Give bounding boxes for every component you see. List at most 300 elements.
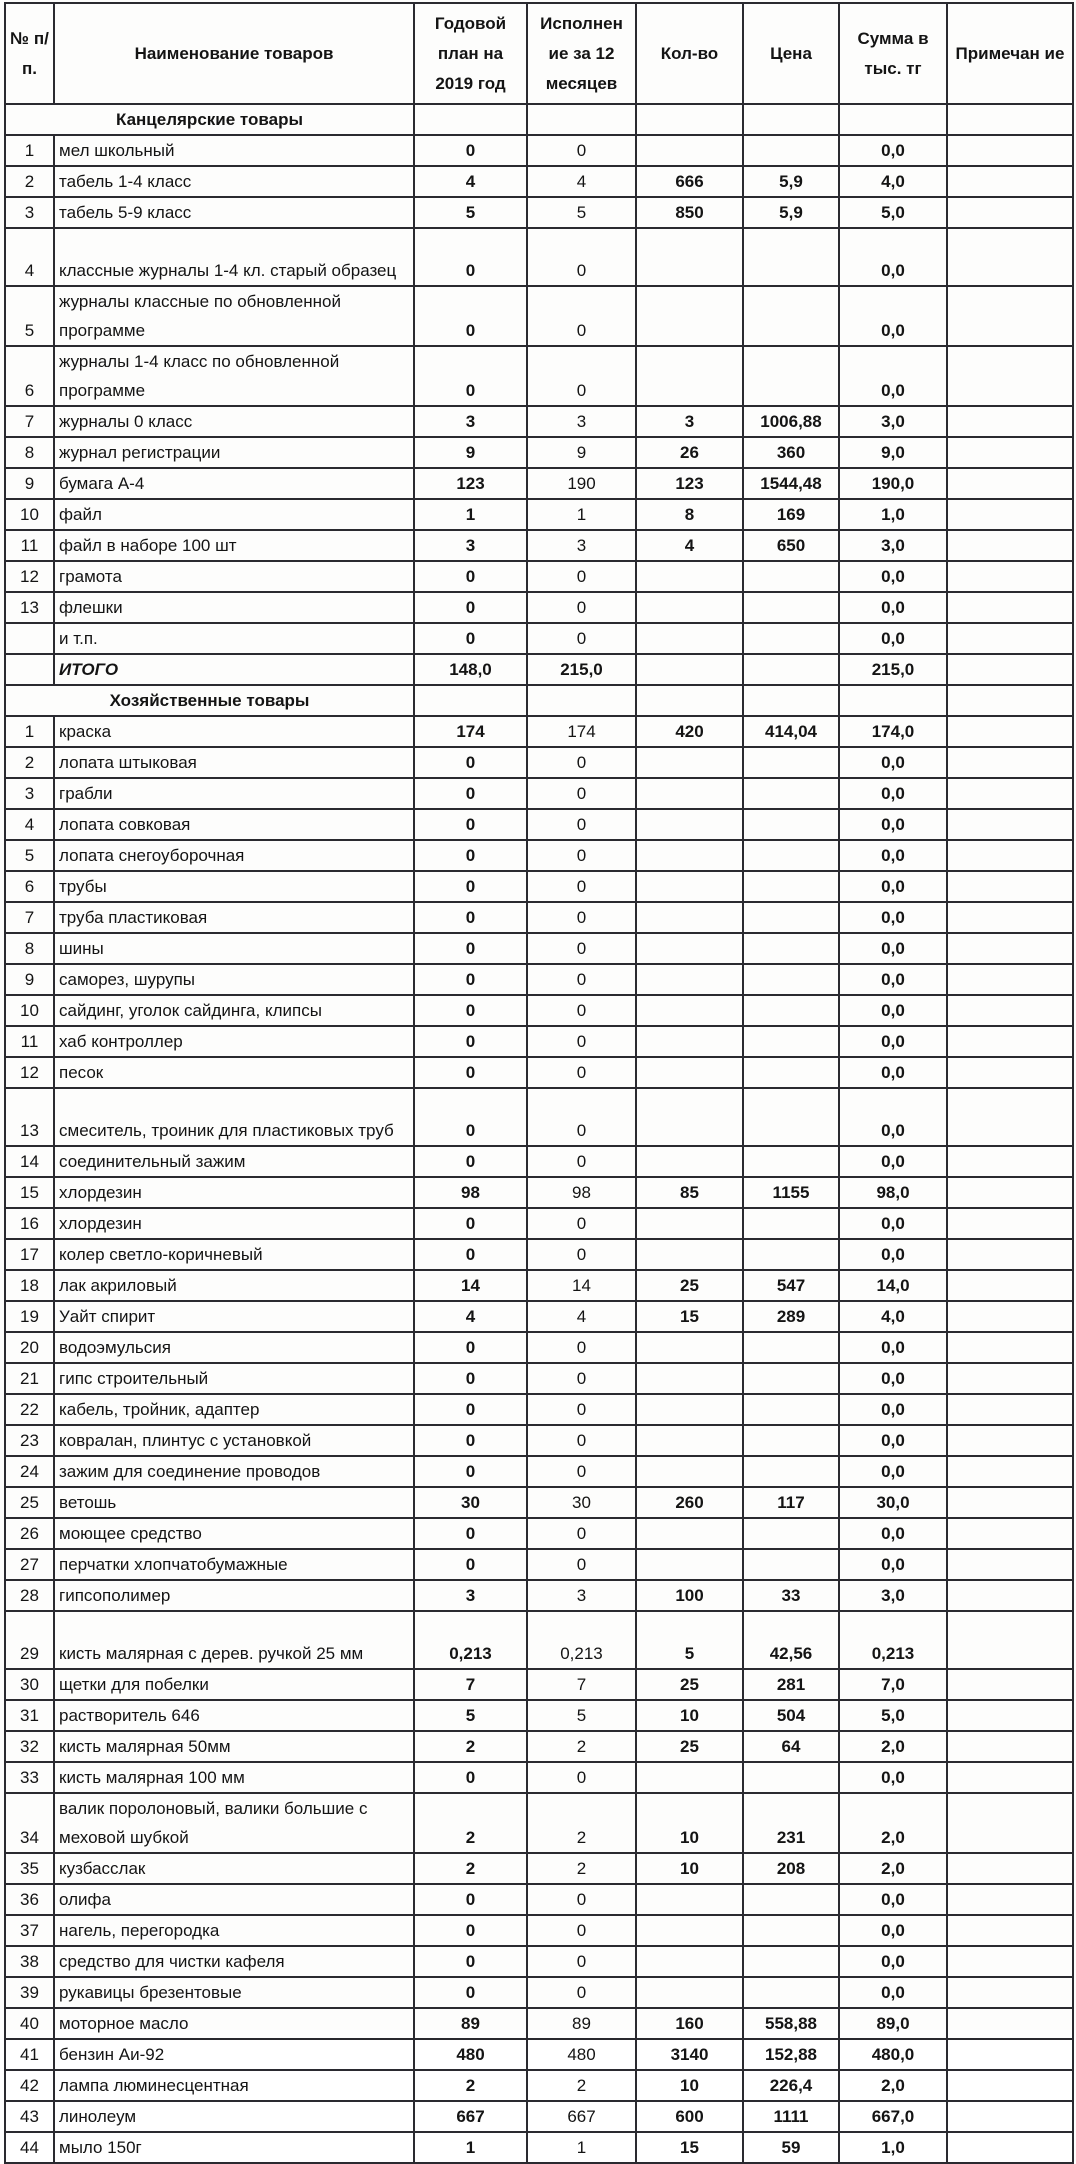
table-row [5,1611,1073,1669]
cell-plan: 0 [414,1239,527,1270]
table-row [5,1057,1073,1088]
cell-note [947,623,1073,654]
cell-sum: 0,0 [839,1977,947,2008]
header-note: Примечан ие [947,3,1073,104]
row-number: 23 [5,1425,54,1456]
cell-done: 0 [527,286,636,346]
cell-qty [636,623,743,654]
item-name: моторное масло [54,2008,414,2039]
cell-price: 208 [743,1853,839,1884]
cell-sum: 0,0 [839,995,947,1026]
cell-sum: 0,0 [839,1394,947,1425]
cell-done: 2 [527,1853,636,1884]
item-name: журналы классные по обновленной программе [54,286,414,346]
cell-done: 0 [527,809,636,840]
cell-note [947,964,1073,995]
cell-qty: 25 [636,1270,743,1301]
cell-price: 64 [743,1731,839,1762]
cell-done: 0 [527,871,636,902]
item-name: перчатки хлопчатобумажные [54,1549,414,1580]
table-row [5,902,1073,933]
cell-done: 0 [527,1884,636,1915]
table-row [5,2039,1073,2070]
cell-plan: 0 [414,1088,527,1146]
item-name: мыло 150г [54,2132,414,2163]
cell-done: 9 [527,437,636,468]
table-row [5,228,1073,286]
cell-plan: 5 [414,197,527,228]
section-header-row [5,104,1073,135]
cell-price: 558,88 [743,2008,839,2039]
cell-qty [636,346,743,406]
cell-note [947,1669,1073,1700]
item-name: грабли [54,778,414,809]
item-name: ветошь [54,1487,414,1518]
cell-price: 1544,48 [743,468,839,499]
item-name: и т.п. [54,623,414,654]
table-row [5,135,1073,166]
item-name: журнал регистрации [54,437,414,468]
cell-qty [636,1946,743,1977]
table-row [5,716,1073,747]
empty-cell [743,104,839,135]
cell-note [947,1580,1073,1611]
cell-price [743,1363,839,1394]
item-name: Уайт спирит [54,1301,414,1332]
cell-plan: 2 [414,1731,527,1762]
cell-done: 0 [527,933,636,964]
cell-sum: 0,0 [839,346,947,406]
cell-plan: 3 [414,530,527,561]
cell-qty [636,228,743,286]
cell-price: 42,56 [743,1611,839,1669]
row-number: 17 [5,1239,54,1270]
item-name: бензин Аи-92 [54,2039,414,2070]
cell-plan: 0 [414,747,527,778]
item-name: лопата совковая [54,809,414,840]
cell-done: 0 [527,1549,636,1580]
cell-done: 3 [527,406,636,437]
empty-cell [414,104,527,135]
cell-done: 0 [527,1762,636,1793]
table-row [5,1208,1073,1239]
row-number: 24 [5,1456,54,1487]
cell-price [743,995,839,1026]
item-name: сайдинг, уголок сайдинга, клипсы [54,995,414,1026]
total-sum: 215,0 [839,654,947,685]
cell-note [947,166,1073,197]
item-name: грамота [54,561,414,592]
item-name: лопата штыковая [54,747,414,778]
item-name: песок [54,1057,414,1088]
cell-sum: 98,0 [839,1177,947,1208]
table-row [5,2008,1073,2039]
row-number: 36 [5,1884,54,1915]
item-name: кабель, тройник, адаптер [54,1394,414,1425]
cell-note [947,468,1073,499]
cell-note [947,1611,1073,1669]
cell-plan: 0 [414,1456,527,1487]
item-name: кисть малярная 100 мм [54,1762,414,1793]
cell-qty: 100 [636,1580,743,1611]
cell-sum: 0,0 [839,871,947,902]
cell-price [743,135,839,166]
cell-sum: 667,0 [839,2101,947,2132]
cell-qty: 25 [636,1731,743,1762]
row-number: 29 [5,1611,54,1669]
cell-done: 0 [527,1088,636,1146]
cell-plan: 0 [414,1208,527,1239]
cell-qty: 666 [636,166,743,197]
cell-price [743,809,839,840]
table-header-row [5,3,1073,104]
cell-plan: 0 [414,592,527,623]
cell-done: 0 [527,1239,636,1270]
cell-qty [636,592,743,623]
cell-sum: 2,0 [839,1853,947,1884]
cell-done: 1 [527,2132,636,2163]
cell-note [947,1239,1073,1270]
cell-sum: 3,0 [839,530,947,561]
cell-done: 0 [527,1208,636,1239]
cell-done: 0 [527,623,636,654]
cell-note [947,1915,1073,1946]
cell-sum: 14,0 [839,1270,947,1301]
table-row [5,809,1073,840]
row-number: 6 [5,346,54,406]
table-row [5,1239,1073,1270]
cell-qty: 600 [636,2101,743,2132]
cell-price [743,1239,839,1270]
cell-qty [636,286,743,346]
item-name: лак акриловый [54,1270,414,1301]
item-name: кузбасслак [54,1853,414,1884]
cell-price: 360 [743,437,839,468]
cell-done: 0 [527,1425,636,1456]
cell-note [947,1270,1073,1301]
cell-price [743,1456,839,1487]
cell-sum: 0,0 [839,1363,947,1394]
cell-price [743,1946,839,1977]
item-name: гипс строительный [54,1363,414,1394]
cell-note [947,1518,1073,1549]
cell-plan: 0,213 [414,1611,527,1669]
cell-done: 4 [527,1301,636,1332]
cell-price: 414,04 [743,716,839,747]
cell-note [947,1301,1073,1332]
total-label: ИТОГО [54,654,414,685]
cell-price: 231 [743,1793,839,1853]
cell-qty [636,1915,743,1946]
row-number: 41 [5,2039,54,2070]
item-name: валик поролоновый, валики большие с меховой шубкой [54,1793,414,1853]
table-row [5,1425,1073,1456]
table-row [5,530,1073,561]
table-row [5,406,1073,437]
table-row [5,1332,1073,1363]
cell-qty [636,747,743,778]
cell-plan: 0 [414,964,527,995]
cell-sum: 174,0 [839,716,947,747]
cell-price: 281 [743,1669,839,1700]
cell-sum: 0,0 [839,840,947,871]
row-number: 12 [5,561,54,592]
row-number: 37 [5,1915,54,1946]
item-name: водоэмульсия [54,1332,414,1363]
cell-qty [636,933,743,964]
cell-sum: 0,0 [839,1026,947,1057]
cell-done: 0 [527,995,636,1026]
row-number: 31 [5,1700,54,1731]
cell-done: 7 [527,1669,636,1700]
cell-qty [636,1088,743,1146]
cell-note [947,1088,1073,1146]
row-number: 26 [5,1518,54,1549]
cell-plan: 0 [414,1549,527,1580]
cell-price [743,1394,839,1425]
cell-qty [636,1518,743,1549]
table-row [5,166,1073,197]
row-number: 1 [5,716,54,747]
row-number: 3 [5,778,54,809]
cell-plan: 0 [414,1363,527,1394]
row-number: 44 [5,2132,54,2163]
table-row [5,871,1073,902]
section-title: Канцелярские товары [5,104,414,135]
cell-sum: 0,0 [839,1208,947,1239]
item-name: кисть малярная 50мм [54,1731,414,1762]
cell-note [947,871,1073,902]
table-row [5,1731,1073,1762]
cell-plan: 89 [414,2008,527,2039]
cell-note [947,995,1073,1026]
item-name: флешки [54,592,414,623]
item-name: смеситель, троиник для пластиковых труб [54,1088,414,1146]
cell-sum: 2,0 [839,2070,947,2101]
cell-note [947,1394,1073,1425]
row-number: 9 [5,468,54,499]
table-row [5,197,1073,228]
item-name: рукавицы брезентовые [54,1977,414,2008]
cell-plan: 1 [414,2132,527,2163]
item-name: журналы 0 класс [54,406,414,437]
item-name: бумага А-4 [54,468,414,499]
cell-qty [636,1425,743,1456]
cell-qty: 10 [636,1700,743,1731]
table-row [5,1177,1073,1208]
cell-note [947,809,1073,840]
table-row [5,778,1073,809]
cell-done: 0 [527,1026,636,1057]
item-name: саморез, шурупы [54,964,414,995]
cell-note [947,1177,1073,1208]
row-number: 3 [5,197,54,228]
cell-plan: 0 [414,1884,527,1915]
cell-note [947,437,1073,468]
cell-price: 59 [743,2132,839,2163]
cell-done: 0 [527,561,636,592]
row-number: 11 [5,530,54,561]
cell-note [947,1700,1073,1731]
cell-price: 1111 [743,2101,839,2132]
row-number: 27 [5,1549,54,1580]
cell-price [743,840,839,871]
row-number: 35 [5,1853,54,1884]
cell-price [743,228,839,286]
table-row [5,499,1073,530]
total-note [947,654,1073,685]
cell-qty [636,1363,743,1394]
cell-price [743,964,839,995]
cell-qty [636,1057,743,1088]
cell-done: 0,213 [527,1611,636,1669]
cell-price [743,1332,839,1363]
table-row [5,1456,1073,1487]
cell-sum: 0,0 [839,809,947,840]
table-row [5,747,1073,778]
empty-cell [947,685,1073,716]
cell-price: 504 [743,1700,839,1731]
cell-plan: 0 [414,561,527,592]
table-row [5,840,1073,871]
cell-plan: 2 [414,2070,527,2101]
item-name: соединительный зажим [54,1146,414,1177]
row-number: 14 [5,1146,54,1177]
cell-sum: 4,0 [839,1301,947,1332]
cell-done: 0 [527,1146,636,1177]
table-row [5,1915,1073,1946]
cell-sum: 7,0 [839,1669,947,1700]
cell-done: 0 [527,228,636,286]
item-name: классные журналы 1-4 кл. старый образец [54,228,414,286]
cell-qty [636,840,743,871]
row-number: 2 [5,166,54,197]
cell-price: 1155 [743,1177,839,1208]
cell-qty [636,1456,743,1487]
cell-done: 2 [527,2070,636,2101]
cell-price [743,346,839,406]
table-row [5,1580,1073,1611]
cell-price: 5,9 [743,166,839,197]
row-number: 16 [5,1208,54,1239]
cell-sum: 0,213 [839,1611,947,1669]
table-row [5,437,1073,468]
cell-sum: 0,0 [839,561,947,592]
table-row [5,592,1073,623]
row-number [5,623,54,654]
row-number: 1 [5,135,54,166]
cell-sum: 190,0 [839,468,947,499]
table-row [5,1884,1073,1915]
item-name: лампа люминесцентная [54,2070,414,2101]
row-number: 34 [5,1793,54,1853]
item-name: хлордезин [54,1208,414,1239]
cell-price [743,1762,839,1793]
empty-cell [839,685,947,716]
row-number: 40 [5,2008,54,2039]
cell-sum: 5,0 [839,197,947,228]
cell-done: 98 [527,1177,636,1208]
cell-price: 117 [743,1487,839,1518]
item-name: журналы 1-4 класс по обновленной программе [54,346,414,406]
table-row [5,2101,1073,2132]
cell-qty: 260 [636,1487,743,1518]
cell-note [947,499,1073,530]
cell-plan: 0 [414,1915,527,1946]
cell-plan: 0 [414,623,527,654]
cell-plan: 0 [414,871,527,902]
item-name: гипсополимер [54,1580,414,1611]
empty-cell [743,685,839,716]
table-row [5,346,1073,406]
row-number: 2 [5,747,54,778]
cell-note [947,747,1073,778]
table-row [5,933,1073,964]
cell-qty [636,1332,743,1363]
cell-price: 547 [743,1270,839,1301]
table-row [5,1853,1073,1884]
cell-sum: 0,0 [839,747,947,778]
goods-table [4,2,1074,2164]
cell-note [947,1456,1073,1487]
row-number: 33 [5,1762,54,1793]
cell-sum: 0,0 [839,286,947,346]
row-number: 4 [5,809,54,840]
item-name: растворитель 646 [54,1700,414,1731]
row-number: 30 [5,1669,54,1700]
cell-qty: 5 [636,1611,743,1669]
cell-note [947,2008,1073,2039]
cell-qty [636,561,743,592]
header-qty: Кол-во [636,3,743,104]
item-name: мел школьный [54,135,414,166]
cell-note [947,406,1073,437]
table-row [5,468,1073,499]
table-row [5,1669,1073,1700]
row-number: 7 [5,902,54,933]
cell-qty: 420 [636,716,743,747]
total-plan: 148,0 [414,654,527,685]
cell-sum: 0,0 [839,902,947,933]
cell-done: 1 [527,499,636,530]
cell-sum: 2,0 [839,1793,947,1853]
cell-note [947,1977,1073,2008]
row-number: 11 [5,1026,54,1057]
row-number: 5 [5,286,54,346]
cell-plan: 30 [414,1487,527,1518]
cell-sum: 0,0 [839,933,947,964]
cell-plan: 14 [414,1270,527,1301]
cell-note [947,840,1073,871]
cell-note [947,286,1073,346]
cell-price [743,902,839,933]
cell-price [743,1146,839,1177]
cell-plan: 123 [414,468,527,499]
cell-note [947,1332,1073,1363]
cell-plan: 0 [414,995,527,1026]
cell-note [947,530,1073,561]
cell-price [743,1915,839,1946]
cell-qty: 25 [636,1669,743,1700]
cell-note [947,778,1073,809]
cell-plan: 9 [414,437,527,468]
cell-done: 0 [527,1057,636,1088]
cell-note [947,1793,1073,1853]
cell-plan: 0 [414,933,527,964]
cell-note [947,1884,1073,1915]
cell-plan: 0 [414,840,527,871]
cell-qty [636,1977,743,2008]
